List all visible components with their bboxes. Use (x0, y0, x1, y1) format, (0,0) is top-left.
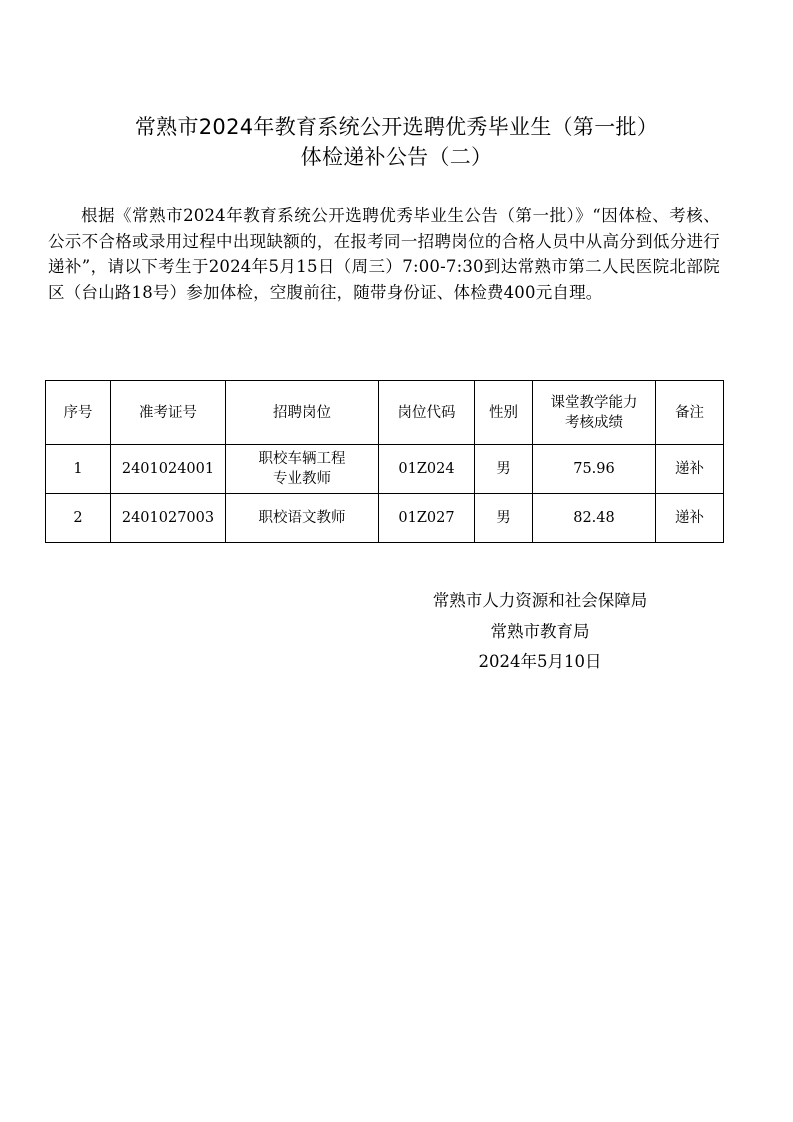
cell-remark: 递补 (656, 445, 724, 494)
title-line-2: 体检递补公告（二） (300, 145, 493, 169)
header-remark: 备注 (656, 381, 724, 445)
cell-score: 75.96 (533, 445, 656, 494)
table-row (46, 445, 724, 494)
cell-position (226, 445, 379, 494)
cell-seq: 2 (46, 494, 111, 543)
cell-position-code: 01Z027 (379, 494, 475, 543)
cell-exam-no: 2401024001 (111, 445, 226, 494)
title-line-1: 常熟市2024年教育系统公开选聘优秀毕业生（第一批） (134, 115, 659, 139)
signature-date: 2024年5月10日 (478, 652, 602, 671)
cell-score: 82.48 (533, 494, 656, 543)
cell-position (226, 494, 379, 543)
signature-org-1: 常熟市人力资源和社会保障局 (432, 591, 648, 610)
cell-exam-no: 2401027003 (111, 494, 226, 543)
header-score (533, 381, 656, 445)
signature-org-2: 常熟市教育局 (490, 622, 590, 641)
header-exam-no: 准考证号 (111, 381, 226, 445)
header-position-code: 岗位代码 (379, 381, 475, 445)
cell-position-line-1: 职校语文教师 (258, 510, 346, 526)
cell-remark: 递补 (656, 494, 724, 543)
cell-gender: 男 (475, 445, 533, 494)
cell-position-line-1: 职校车辆工程 (258, 451, 346, 467)
table-header-row (46, 381, 724, 445)
header-position: 招聘岗位 (226, 381, 379, 445)
candidate-table (45, 380, 724, 543)
body-paragraph: 根据《常熟市2024年教育系统公开选聘优秀毕业生公告（第一批）》“因体检、考核、公示不合格或录用过程中出现缺额的，在报考同一招聘岗位的合格人员中从高分到低分进行递补”，请以下考生于2024年5月15日（周三）7:00-7:30到达常熟市第二人民医院北部院区（台山路18号）参加体检，空腹前往，随带身份证、体检费400元自理。 (48, 206, 720, 302)
cell-seq: 1 (46, 445, 111, 494)
header-gender: 性别 (475, 381, 533, 445)
header-score-line-1: 课堂教学能力 (550, 394, 638, 411)
header-score-line-2: 考核成绩 (565, 414, 623, 431)
cell-position-code: 01Z024 (379, 445, 475, 494)
table-row (46, 494, 724, 543)
cell-gender: 男 (475, 494, 533, 543)
header-seq: 序号 (46, 381, 111, 445)
cell-position-line-2: 专业教师 (273, 471, 331, 487)
